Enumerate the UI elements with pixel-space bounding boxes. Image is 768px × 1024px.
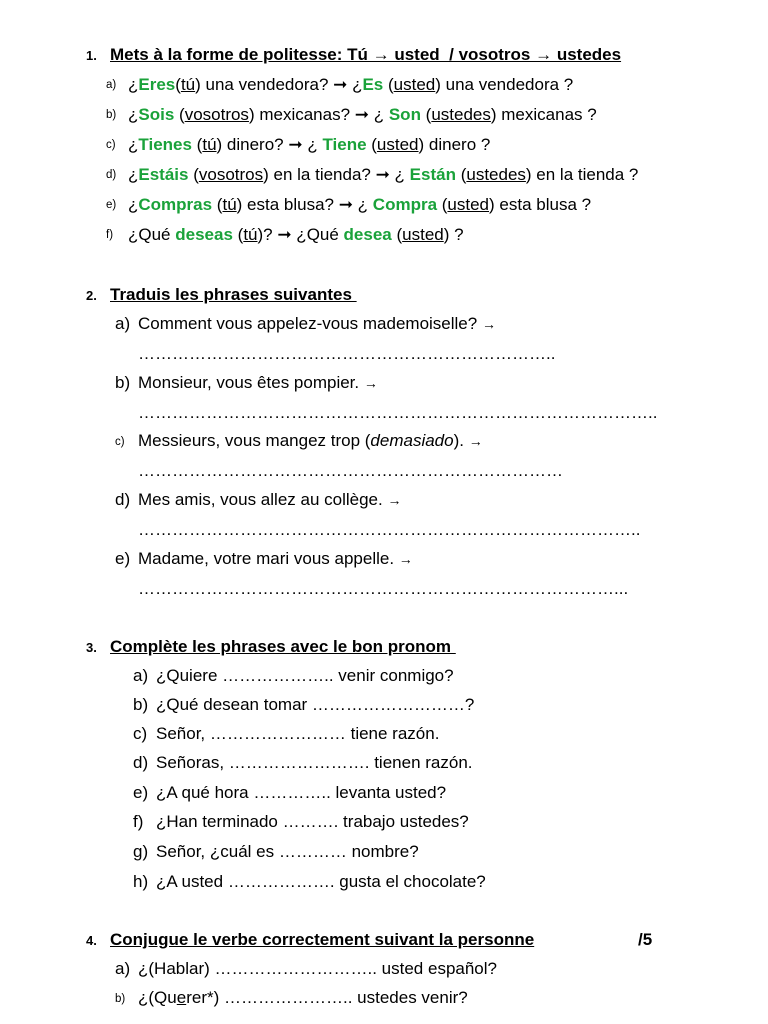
list-item: ¿Qué desean tomar ………………………? xyxy=(156,695,475,714)
item-letter: d) xyxy=(133,753,149,772)
item-letter: a) xyxy=(115,314,131,333)
verb-tu: Estáis xyxy=(138,165,189,184)
answer-line: ………………………………………………………………… xyxy=(138,461,563,480)
item-text: Monsieur, vous êtes pompier. → xyxy=(138,373,378,392)
item-text: Comment vous appelez-vous mademoiselle? → xyxy=(138,314,496,333)
item-text: ¿Estáis (vosotros) en la tienda? ➞ ¿ Están (ustedes) en la tienda ? xyxy=(128,165,639,184)
item-text: Madame, votre mari vous appelle. → xyxy=(138,549,413,568)
list-item: ¿(Querer*) ………………….. ustedes venir? xyxy=(138,988,468,1007)
section-heading: Conjugue le verbe correctement suivant la personne xyxy=(110,930,535,949)
answer-line: …………………………………………………………………………….. xyxy=(138,520,641,539)
verb-usted: Están xyxy=(409,165,456,184)
item-letter: h) xyxy=(133,872,149,891)
list-item: ¿Quiere ……………….. venir conmigo? xyxy=(156,666,454,685)
item-letter: f) xyxy=(133,812,144,831)
verb-usted: Tiene xyxy=(322,135,367,154)
item-letter: a) xyxy=(115,959,131,978)
arrow-icon: → xyxy=(363,375,378,391)
verb-usted: Es xyxy=(362,75,384,94)
section-heading: Traduis les phrases suivantes xyxy=(110,285,357,304)
verb-tu: Sois xyxy=(138,105,175,124)
item-letter: c) xyxy=(106,139,116,151)
item-text: ¿Compras (tú) esta blusa? ➞ ¿ Compra (usted) esta blusa ? xyxy=(128,195,592,214)
list-item: ¿Han terminado ………. trabajo ustedes? xyxy=(156,812,469,831)
arrow-icon: → xyxy=(387,492,402,508)
list-item: Señoras, ……………………. tienen razón. xyxy=(156,753,473,772)
verb-tu: Eres xyxy=(138,75,176,94)
answer-line: …………………………………………………………………………... xyxy=(138,579,629,598)
item-letter: a) xyxy=(106,79,117,91)
arrow-icon: → xyxy=(468,433,483,449)
item-letter: g) xyxy=(133,842,149,861)
answer-line: ……………………………………………………………………………….. xyxy=(138,403,658,422)
list-item: Señor, …………………… tiene razón. xyxy=(156,724,440,743)
list-item: Señor, ¿cuál es ………… nombre? xyxy=(156,842,419,861)
list-item: ¿A usted ………………. gusta el chocolate? xyxy=(156,872,486,891)
section-heading: Mets à la forme de politesse: Tú → usted / vosotros → ustedes xyxy=(110,45,622,64)
item-letter: b) xyxy=(115,373,131,392)
item-letter: b) xyxy=(106,109,117,121)
section-number: 2. xyxy=(86,288,97,303)
item-text: ¿Tienes (tú) dinero? ➞ ¿ Tiene (usted) dinero ? xyxy=(128,135,491,154)
item-letter: e) xyxy=(133,783,149,802)
verb-usted: desea xyxy=(343,225,392,244)
item-letter: b) xyxy=(115,993,126,1005)
list-item: ¿A qué hora ………….. levanta usted? xyxy=(156,783,447,802)
item-text: ¿Sois (vosotros) mexicanas? ➞ ¿ Son (ustedes) mexicanas ? xyxy=(128,105,597,124)
verb-tu: Compras xyxy=(138,195,213,214)
item-letter: b) xyxy=(133,695,149,714)
arrow-icon: → xyxy=(398,551,413,567)
verb-tu: Tienes xyxy=(138,135,192,154)
section-number: 3. xyxy=(86,640,97,655)
section-number: 4. xyxy=(86,933,97,948)
item-letter: a) xyxy=(133,666,149,685)
verb-tu: deseas xyxy=(175,225,233,244)
arrow-icon: → xyxy=(481,316,496,332)
item-letter: d) xyxy=(106,169,117,181)
section-heading: Complète les phrases avec le bon pronom xyxy=(110,637,456,656)
item-letter: d) xyxy=(115,490,131,509)
verb-usted: Compra xyxy=(372,195,438,214)
item-text: Messieurs, vous mangez trop (demasiado). → xyxy=(138,431,483,450)
list-item: ¿(Hablar) ……………………….. usted español? xyxy=(138,959,497,978)
verb-usted: Son xyxy=(388,105,421,124)
item-letter: c) xyxy=(115,436,125,448)
item-text: Mes amis, vous allez au collège. → xyxy=(138,490,402,509)
item-letter: f) xyxy=(106,229,114,241)
item-text: ¿Qué deseas (tú)? ➞ ¿Qué desea (usted) ? xyxy=(128,225,464,244)
score-label: /5 xyxy=(638,930,653,949)
answer-line: ……………………………………………………………….. xyxy=(138,344,556,363)
section-number: 1. xyxy=(86,48,97,63)
item-letter: c) xyxy=(133,724,148,743)
item-letter: e) xyxy=(106,199,117,211)
item-letter: e) xyxy=(115,549,131,568)
item-text: ¿Eres(tú) una vendedora? ➞ ¿Es (usted) una vendedora ? xyxy=(128,75,574,94)
